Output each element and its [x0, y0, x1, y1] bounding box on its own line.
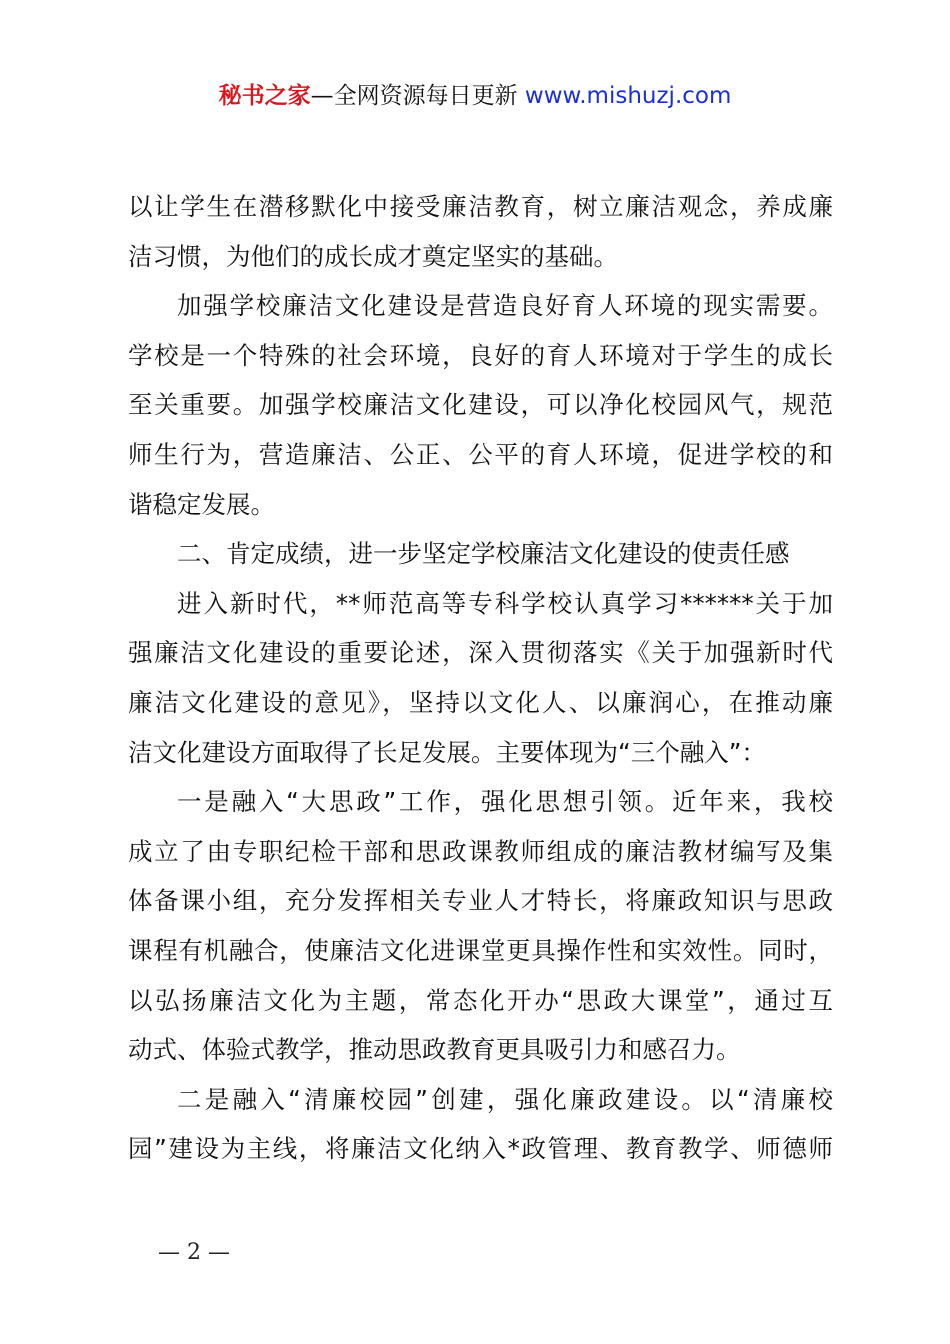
text-line: 师生行为，营造廉洁、公正、公平的育人环境，促进学校的和: [128, 439, 833, 469]
text-line: 进入新时代，**师范高等专科学校认真学习******关于加: [177, 588, 833, 618]
site-url-link[interactable]: www.mishuzj.com: [524, 83, 732, 109]
text-line: 园”建设为主线，将廉洁文化纳入*政管理、教育教学、师德师: [128, 1134, 833, 1164]
text-line: 加强学校廉洁文化建设是营造良好育人环境的现实需要。: [177, 291, 833, 321]
text-line: 洁文化建设方面取得了长足发展。主要体现为“三个融入”：: [128, 737, 766, 767]
text-line: 学校是一个特殊的社会环境，良好的育人环境对于学生的成长: [128, 340, 833, 370]
text-line: 至关重要。加强学校廉洁文化建设，可以净化校园风气，规范: [128, 390, 833, 420]
page-number: — 2 —: [158, 1240, 230, 1265]
text-line: 以让学生在潜移默化中接受廉洁教育，树立廉洁观念，养成廉: [128, 192, 833, 221]
section-heading: 二、肯定成绩，进一步坚定学校廉洁文化建设的使责任感: [177, 539, 790, 569]
text-line: 课程有机融合，使廉洁文化进课堂更具操作性和实效性。同时，: [128, 935, 833, 965]
text-line: 体备课小组，充分发挥相关专业人才特长，将廉政知识与思政: [128, 886, 833, 916]
document-body: [128, 182, 833, 1174]
text-line: 廉洁文化建设的意见》，坚持以文化人、以廉润心，在推动廉: [128, 687, 833, 717]
brand-name: 秘书之家: [218, 83, 311, 109]
text-line: 强廉洁文化建设的重要论述，深入贯彻落实《关于加强新时代: [128, 638, 833, 668]
header-tagline: —全网资源每日更新: [310, 83, 518, 109]
text-line: 谐稳定发展。: [128, 489, 275, 519]
text-line: 一是融入“大思政”工作，强化思想引领。近年来，我校: [177, 787, 833, 817]
text-line: 动式、体验式教学，推动思政教育更具吸引力和感召力。: [128, 1035, 741, 1065]
text-line: 二是融入“清廉校园”创建，强化廉政建设。以“清廉校: [177, 1084, 833, 1114]
text-line: 以弘扬廉洁文化为主题，常态化开办“思政大课堂”，通过互: [128, 985, 833, 1015]
text-line: 成立了由专职纪检干部和思政课教师组成的廉洁教材编写及集: [128, 836, 833, 866]
text-line: 洁习惯，为他们的成长成才奠定坚实的基础。: [128, 241, 618, 271]
site-header: [0, 80, 950, 112]
